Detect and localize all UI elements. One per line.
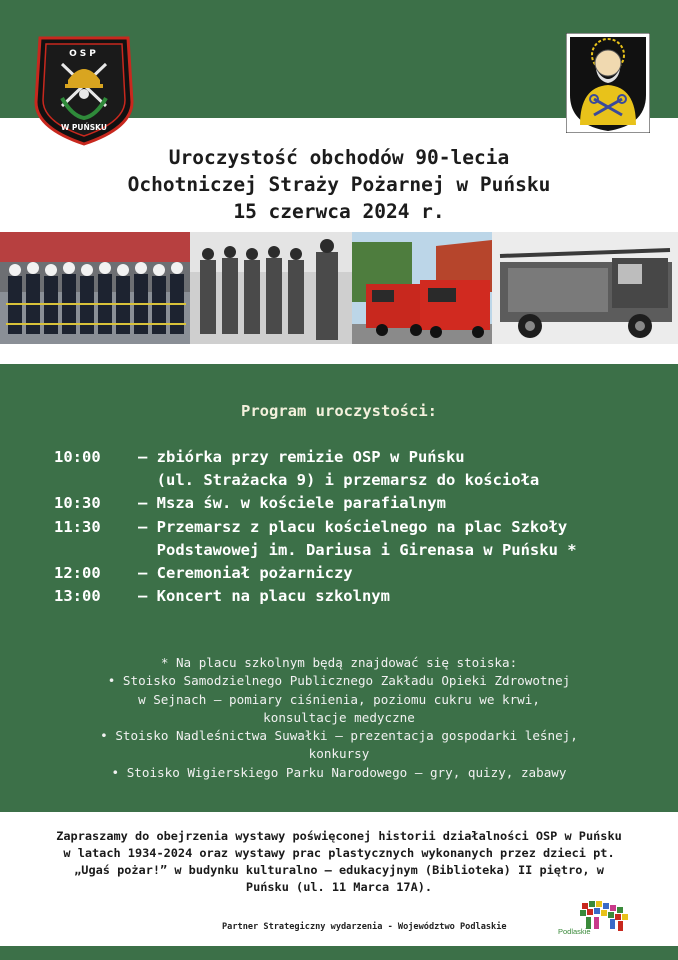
saint-peter-coat-of-arms-icon — [566, 33, 650, 133]
title-date: 15 czerwca 2024 r. — [233, 200, 445, 223]
invite-line: „Ugaś pożar!” w budynku kulturalno – edukacyjnym (Biblioteka) II piętro, w — [74, 863, 604, 877]
photo-red-fire-trucks — [352, 232, 492, 344]
schedule-row — [54, 516, 654, 539]
stands-line: w Sejnach – pomiary ciśnienia, poziomu cukru we krwi, — [138, 691, 540, 707]
stands-line: konkursy — [308, 746, 370, 762]
schedule-text: (ul. Strażacka 9) i przemarsz do kościoła — [138, 471, 540, 490]
schedule-time: 11:30 — [54, 517, 101, 536]
stands-list — [30, 654, 648, 782]
photo-historic-firefighters — [190, 232, 352, 344]
stands-line: konsultacje medyczne — [263, 709, 415, 725]
schedule-row — [54, 562, 654, 585]
schedule-time — [54, 539, 138, 562]
schedule-text: – zbiórka przy remizie OSP w Puńsku — [138, 448, 465, 466]
schedule-text: – Przemarsz z placu kościelnego na plac Szkoły — [138, 517, 568, 536]
schedule-time: 10:00 — [54, 448, 101, 466]
photo-firefighters-group — [0, 232, 190, 344]
schedule-row — [54, 492, 654, 515]
photo-collage — [0, 232, 678, 344]
schedule-row — [54, 469, 654, 492]
photo-vintage-fire-truck — [492, 232, 678, 344]
bottom-green-band — [0, 946, 678, 960]
schedule-row — [54, 446, 654, 469]
strategic-partner-note: Partner Strategiczny wydarzenia - Województwo Podlaskie — [222, 922, 507, 932]
stands-line: • Stoisko Samodzielnego Publicznego Zakładu Opieki Zdrowotnej — [107, 673, 571, 689]
program-heading: Program uroczystości: — [241, 402, 437, 420]
program-schedule — [54, 446, 654, 608]
schedule-time: 13:00 — [54, 587, 101, 606]
title-line-2: Ochotniczej Straży Pożarnej w Puńsku — [127, 173, 551, 196]
schedule-text: – Koncert na placu szkolnym — [138, 587, 390, 606]
stands-intro: * Na placu szkolnym będą znajdować się stoiska: — [160, 655, 518, 670]
osp-logo — [32, 32, 136, 148]
invite-line: Puńsku (ul. 11 Marca 17A). — [245, 880, 433, 894]
invite-line: Zapraszamy do obejrzenia wystawy poświęconej historii działalności OSP w Puńsku — [56, 829, 622, 843]
invite-line: w latach 1934-2024 oraz wystawy prac plastycznych wykonanych przez dzieci pt. — [63, 846, 615, 860]
stands-line: • Stoisko Nadleśnictwa Suwałki – prezentacja gospodarki leśnej, — [100, 728, 578, 744]
schedule-text: – Msza św. w kościele parafialnym — [138, 494, 446, 513]
title-line-1: Uroczystość obchodów 90-lecia — [168, 146, 510, 169]
osp-logo-location: W PUŃSKU — [61, 123, 107, 132]
podlaskie-label: Podlaskie — [558, 927, 591, 936]
schedule-time: 12:00 — [54, 564, 101, 583]
schedule-time: 10:30 — [54, 494, 101, 513]
osp-logo-text: OSP — [69, 49, 99, 59]
schedule-time — [54, 469, 138, 492]
schedule-row — [54, 539, 654, 562]
schedule-text: Podstawowej im. Dariusa i Girenasa w Puńsku * — [138, 540, 577, 559]
event-title — [0, 144, 678, 225]
stands-line: • Stoisko Wigierskiego Parku Narodowego – gry, quizy, zabawy — [111, 764, 567, 780]
schedule-text: – Ceremoniał pożarniczy — [138, 564, 353, 583]
schedule-row — [54, 585, 654, 608]
exhibition-invitation — [16, 828, 662, 896]
